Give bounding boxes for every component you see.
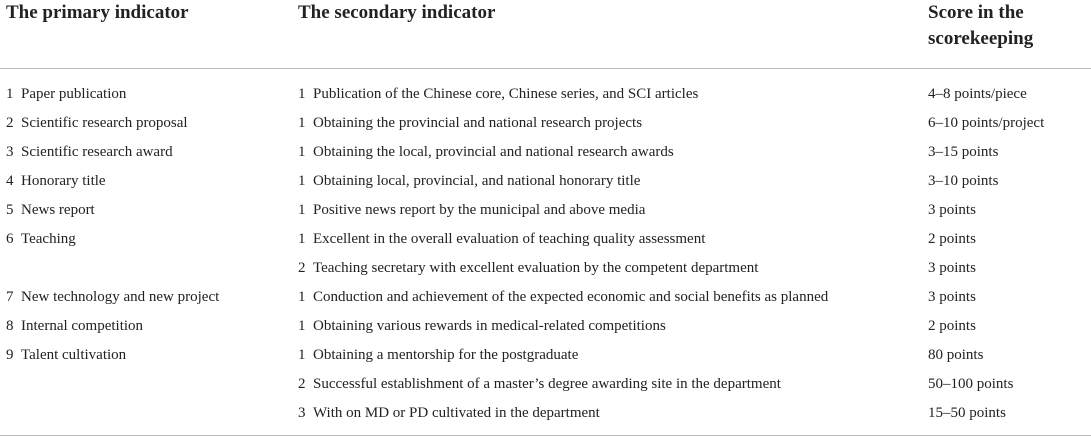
cell-secondary: 2 Successful establishment of a master’s degree awarding site in the department [298,376,781,392]
table-row [0,225,1091,254]
cell-primary: 4 Honorary title [6,173,106,189]
table-row [0,138,1091,167]
cell-secondary: 2 Teaching secretary with excellent evaluation by the competent department [298,260,759,276]
cell-score: 2 points [928,231,976,247]
cell-secondary: 1 Obtaining a mentorship for the postgraduate [298,347,579,363]
cell-score: 6–10 points/project [928,115,1045,131]
table-row [0,370,1091,399]
cell-primary: 2 Scientific research proposal [6,115,188,131]
cell-score: 3 points [928,260,976,276]
header-score-line2: scorekeeping [928,28,1034,49]
cell-score: 3–10 points [928,173,999,189]
cell-score: 80 points [928,347,984,363]
header-score [926,0,1091,68]
cell-score: 3 points [928,202,976,218]
table-header [0,0,1091,68]
header-spacer [0,68,1091,80]
cell-secondary: 1 Conduction and achievement of the expected economic and social benefits as planned [298,289,829,305]
cell-primary [0,254,296,283]
table-row [0,399,1091,428]
table-row [0,167,1091,196]
cell-score: 2 points [928,318,976,334]
cell-primary: 8 Internal competition [6,318,144,334]
cell-score: 3–15 points [928,144,999,160]
table-row [0,254,1091,283]
cell-score: 15–50 points [928,405,1006,421]
table-row [0,109,1091,138]
header-row [0,0,1091,68]
cell-primary: 5 News report [6,202,95,218]
cell-primary: 6 Teaching [6,231,76,247]
header-secondary-indicator: The secondary indicator [298,2,496,23]
cell-secondary: 1 Excellent in the overall evaluation of teaching quality assessment [298,231,706,247]
table-row [0,196,1091,225]
cell-score: 3 points [928,289,976,305]
cell-primary [0,370,296,399]
cell-score: 50–100 points [928,376,1014,392]
cell-score: 4–8 points/piece [928,86,1027,102]
cell-primary: 1 Paper publication [6,86,127,102]
cell-primary: 9 Talent cultivation [6,347,127,363]
header-score-line1: Score in the [928,2,1024,23]
cell-secondary: 1 Publication of the Chinese core, Chinese series, and SCI articles [298,86,699,102]
table-row [0,312,1091,341]
cell-secondary: 3 With on MD or PD cultivated in the department [298,405,600,421]
header-primary-indicator: The primary indicator [6,2,189,23]
cell-secondary: 1 Positive news report by the municipal and above media [298,202,646,218]
table-row [0,341,1091,370]
table-body [0,68,1091,428]
table-row [0,283,1091,312]
cell-secondary: 1 Obtaining the local, provincial and national research awards [298,144,674,160]
cell-secondary: 1 Obtaining the provincial and national research projects [298,115,643,131]
table-bottom-rule [0,435,1091,436]
cell-secondary: 1 Obtaining various rewards in medical-related competitions [298,318,666,334]
cell-primary: 3 Scientific research award [6,144,173,160]
cell-secondary: 1 Obtaining local, provincial, and national honorary title [298,173,641,189]
cell-primary [0,399,296,428]
table-row [0,80,1091,109]
cell-primary: 7 New technology and new project [6,289,220,305]
